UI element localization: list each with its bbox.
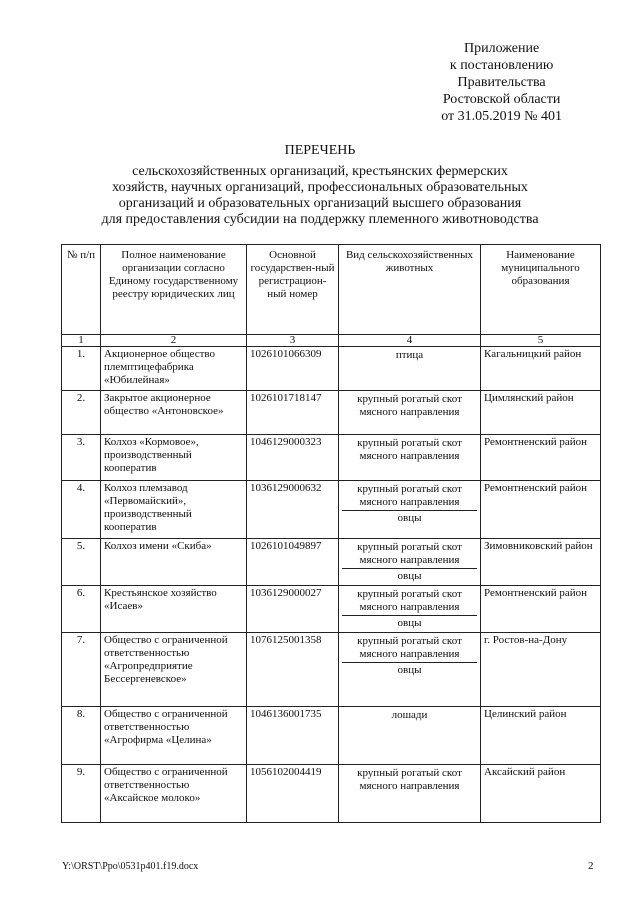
- municipality: Зимовниковский район: [481, 539, 601, 586]
- table-row: [62, 347, 601, 391]
- ogrn: 1026101049897: [247, 539, 339, 586]
- animal-types: [339, 633, 481, 707]
- document-title-block: [60, 143, 580, 228]
- ogrn: 1056102004419: [247, 765, 339, 823]
- row-number: 8.: [62, 707, 101, 765]
- municipality: г. Ростов-на-Дону: [481, 633, 601, 707]
- subtitle-line: хозяйств, научных организаций, профессиональных образовательных: [112, 180, 528, 195]
- annex-line: Приложение: [464, 41, 540, 56]
- animal-type: крупный рогатый скот мясного направления: [357, 767, 462, 792]
- page-number: 2: [588, 860, 594, 872]
- municipality: Ремонтненский район: [481, 481, 601, 539]
- org-name: Крестьянское хозяйство «Исаев»: [101, 586, 247, 633]
- animal-type: овцы: [342, 568, 477, 584]
- row-number: 1.: [62, 347, 101, 391]
- animal-type: крупный рогатый скот мясного направления: [357, 635, 462, 660]
- document-title: ПЕРЕЧЕНЬ: [284, 143, 356, 158]
- row-number: 3.: [62, 435, 101, 481]
- animal-type: крупный рогатый скот мясного направления: [357, 588, 462, 613]
- header-municipality: Наименование муниципального образования: [481, 245, 601, 335]
- subtitle-line: для предоставления субсидии на поддержку племенного животноводства: [101, 212, 539, 227]
- table-row: [62, 481, 601, 539]
- row-number: 4.: [62, 481, 101, 539]
- table-row: [62, 633, 601, 707]
- org-name: Общество с ограниченной ответственностью «Агропредприятие Бессергеневское»: [101, 633, 247, 707]
- animal-types: [339, 586, 481, 633]
- ogrn: 1046136001735: [247, 707, 339, 765]
- column-number: 4: [339, 335, 481, 347]
- org-name: Акционерное общество племптицефабрика «Юбилейная»: [101, 347, 247, 391]
- row-number: 5.: [62, 539, 101, 586]
- municipality: Кагальницкий район: [481, 347, 601, 391]
- municipality: Ремонтненский район: [481, 586, 601, 633]
- animal-type: овцы: [342, 662, 477, 678]
- animal-type: птица: [395, 349, 424, 361]
- column-number: 1: [62, 335, 101, 347]
- header-num: № п/п: [62, 245, 101, 335]
- animal-types: [339, 765, 481, 823]
- municipality: Целинский район: [481, 707, 601, 765]
- annex-line: Правительства: [457, 75, 546, 90]
- ogrn: 1036129000027: [247, 586, 339, 633]
- animal-types: [339, 435, 481, 481]
- org-name: Колхоз племзавод «Первомайский», производственный кооператив: [101, 481, 247, 539]
- table-row: [62, 391, 601, 435]
- municipality: Ремонтненский район: [481, 435, 601, 481]
- animal-type: крупный рогатый скот мясного направления: [357, 393, 462, 418]
- animal-types: [339, 539, 481, 586]
- table-header-row: [62, 245, 601, 335]
- row-number: 9.: [62, 765, 101, 823]
- table-row: [62, 586, 601, 633]
- org-name: Общество с ограниченной ответственностью «Аксайское молоко»: [101, 765, 247, 823]
- column-number: 3: [247, 335, 339, 347]
- file-path-footer: Y:\ORST\Ppo\0531p401.f19.docx: [62, 861, 199, 872]
- ogrn: 1046129000323: [247, 435, 339, 481]
- column-number: 2: [101, 335, 247, 347]
- annex-line: от 31.05.2019 № 401: [441, 109, 562, 124]
- animal-types: [339, 347, 481, 391]
- ogrn: 1026101718147: [247, 391, 339, 435]
- ogrn: 1036129000632: [247, 481, 339, 539]
- animal-type: крупный рогатый скот мясного направления: [357, 437, 462, 462]
- ogrn: 1076125001358: [247, 633, 339, 707]
- animal-types: [339, 707, 481, 765]
- column-number-row: [62, 335, 601, 347]
- org-name: Колхоз «Кормовое», производственный кооператив: [101, 435, 247, 481]
- animal-type: овцы: [342, 615, 477, 631]
- org-name: Закрытое акционерное общество «Антоновское»: [101, 391, 247, 435]
- row-number: 2.: [62, 391, 101, 435]
- table-row: [62, 765, 601, 823]
- row-number: 7.: [62, 633, 101, 707]
- table-row: [62, 539, 601, 586]
- org-name: Общество с ограниченной ответственностью «Агрофирма «Целина»: [101, 707, 247, 765]
- subtitle-line: организаций и образовательных организаций высшего образования: [118, 196, 522, 211]
- table-row: [62, 707, 601, 765]
- column-number: 5: [481, 335, 601, 347]
- annex-line: Ростовской области: [442, 92, 561, 107]
- subtitle-line: сельскохозяйственных организаций, крестьянских фермерских: [132, 164, 508, 179]
- animal-type: лошади: [391, 709, 428, 721]
- animal-type: овцы: [342, 510, 477, 526]
- header-ogrn: Основной государствен-ный регистрацион-ный номер: [247, 245, 339, 335]
- row-number: 6.: [62, 586, 101, 633]
- animal-types: [339, 481, 481, 539]
- animal-types: [339, 391, 481, 435]
- annex-line: к постановлению: [449, 58, 554, 73]
- animal-type: крупный рогатый скот мясного направления: [357, 483, 462, 508]
- header-animal-type: Вид сельскохозяйственных животных: [339, 245, 481, 335]
- org-name: Колхоз имени «Скиба»: [101, 539, 247, 586]
- table-row: [62, 435, 601, 481]
- organizations-table: [61, 244, 601, 823]
- header-org-name: Полное наименование организации согласно Единому государственному реестру юридических лиц: [101, 245, 247, 335]
- municipality: Аксайский район: [481, 765, 601, 823]
- animal-type: крупный рогатый скот мясного направления: [357, 541, 462, 566]
- municipality: Цимлянский район: [481, 391, 601, 435]
- ogrn: 1026101066309: [247, 347, 339, 391]
- annex-block: [441, 40, 562, 125]
